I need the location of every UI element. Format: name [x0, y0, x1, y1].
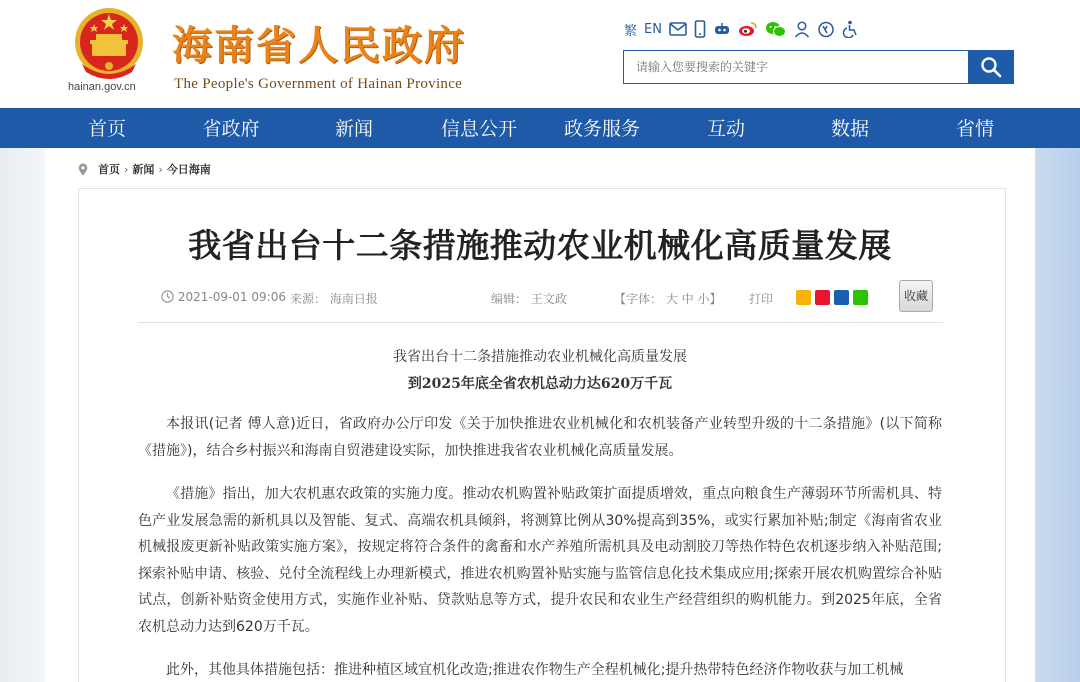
search-input[interactable]: [623, 50, 969, 84]
nav-item-gov-services[interactable]: 政务服务: [563, 118, 641, 140]
print-link[interactable]: 打印: [749, 292, 774, 306]
search-icon: [980, 56, 1002, 78]
header-tools: [624, 18, 859, 40]
nav-item-province-overview[interactable]: 省情: [955, 118, 995, 140]
clock-icon: [161, 290, 174, 303]
breadcrumb: [78, 160, 211, 178]
share-bar: [796, 290, 868, 305]
wechat-icon[interactable]: [765, 21, 787, 38]
national-emblem-icon[interactable]: [70, 4, 148, 84]
breadcrumb-today-hainan[interactable]: 今日海南: [166, 163, 211, 176]
article-title: 我省出台十二条措施推动农业机械化高质量发展: [188, 226, 892, 265]
domain-text: hainan.gov.cn: [68, 81, 136, 93]
nav-item-home[interactable]: 首页: [87, 118, 127, 140]
user-icon[interactable]: [794, 21, 810, 38]
site-header: [0, 0, 1080, 108]
breadcrumb-home[interactable]: 首页: [98, 163, 120, 176]
article-paragraph: 此外，其他具体措施包括：推进种植区域宜机化改造;推进农作物生产全程机械化;提升热带特色经济作物收获与加工机械: [166, 662, 904, 678]
accessibility-icon[interactable]: [842, 20, 859, 38]
qzone-share-icon[interactable]: [796, 290, 811, 305]
site-subtitle: The People's Government of Hainan Province: [174, 76, 463, 92]
title-divider: [138, 322, 943, 323]
english-link[interactable]: EN: [644, 21, 662, 37]
robot-icon[interactable]: [713, 22, 731, 36]
weibo-share-icon[interactable]: [815, 290, 830, 305]
article-lead-title: 我省出台十二条措施推动农业机械化高质量发展: [393, 349, 687, 365]
nav-item-data[interactable]: 数据: [830, 118, 870, 140]
breadcrumb-separator: ›: [158, 162, 163, 176]
wechat-share-icon[interactable]: [853, 290, 868, 305]
article-paragraph: 本报讯(记者 傅人意)近日，省政府办公厅印发《关于加快推进农业机械化和农机装备产业转型升级的十二条措施》(以下简称《措施》)，结合乡村振兴和海南自贸港建设实际，加快推进我省农业机械化高质量发展。: [138, 416, 942, 459]
traditional-chinese-link[interactable]: 繁: [624, 23, 638, 39]
article-paragraph: 《措施》指出，加大农机惠农政策的实施力度。推动农机购置补贴政策扩面提质增效，重点向粮食生产薄弱环节所需机具、特色产业发展急需的新机具以及智能、复式、高端农机具倾斜，将测算比例从30%提高到35%，或实行累加补贴;制定《海南省农业机械报废更新补贴政策实施方案》，按规定将符合条件的禽畜和水产养殖所需机具及电动割胶刀等热作特色农机逐步纳入补贴范围;探索补贴申请、核验、兑付全流程线上办理新模式，推进农机购置补贴实施与监管信息化技术集成应用;探索开展农机购置综合补贴试点，创新补贴资金使用方式，实施作业补贴、贷款贴息等方式，提升农民和农业生产经营组织的购机能力。到2025年底，全省农机总动力达到620万千瓦。: [138, 486, 942, 635]
site-title[interactable]: 海南省人民政府: [172, 22, 466, 69]
elderly-mode-icon[interactable]: [817, 21, 835, 38]
weibo-icon[interactable]: [738, 21, 758, 37]
breadcrumb-news[interactable]: 新闻: [132, 163, 155, 176]
search-button[interactable]: [968, 50, 1014, 84]
breadcrumb-separator: ›: [124, 162, 129, 176]
article-date: [161, 290, 286, 304]
main-nav: [0, 108, 1080, 148]
mail-icon[interactable]: [669, 22, 687, 36]
nav-item-interaction[interactable]: 互动: [706, 118, 746, 140]
renren-share-icon[interactable]: [834, 290, 849, 305]
mobile-icon[interactable]: [694, 20, 706, 38]
article-date-text: 2021-09-01 09:06: [177, 290, 286, 304]
nav-item-info-disclosure[interactable]: 信息公开: [440, 118, 518, 140]
article-editor: 编辑： 王文政: [491, 292, 567, 306]
favorite-button[interactable]: 收藏: [899, 280, 933, 312]
article-lead-subtitle: 到2025年底全省农机总动力达620万千瓦: [407, 376, 673, 392]
nav-item-provincial-gov[interactable]: 省政府: [202, 118, 260, 140]
nav-item-news[interactable]: 新闻: [334, 118, 374, 140]
article-source: 来源： 海南日报: [290, 292, 378, 306]
location-pin-icon: [78, 163, 88, 176]
font-size-switcher[interactable]: 【字体： 大 中 小】: [614, 292, 722, 306]
